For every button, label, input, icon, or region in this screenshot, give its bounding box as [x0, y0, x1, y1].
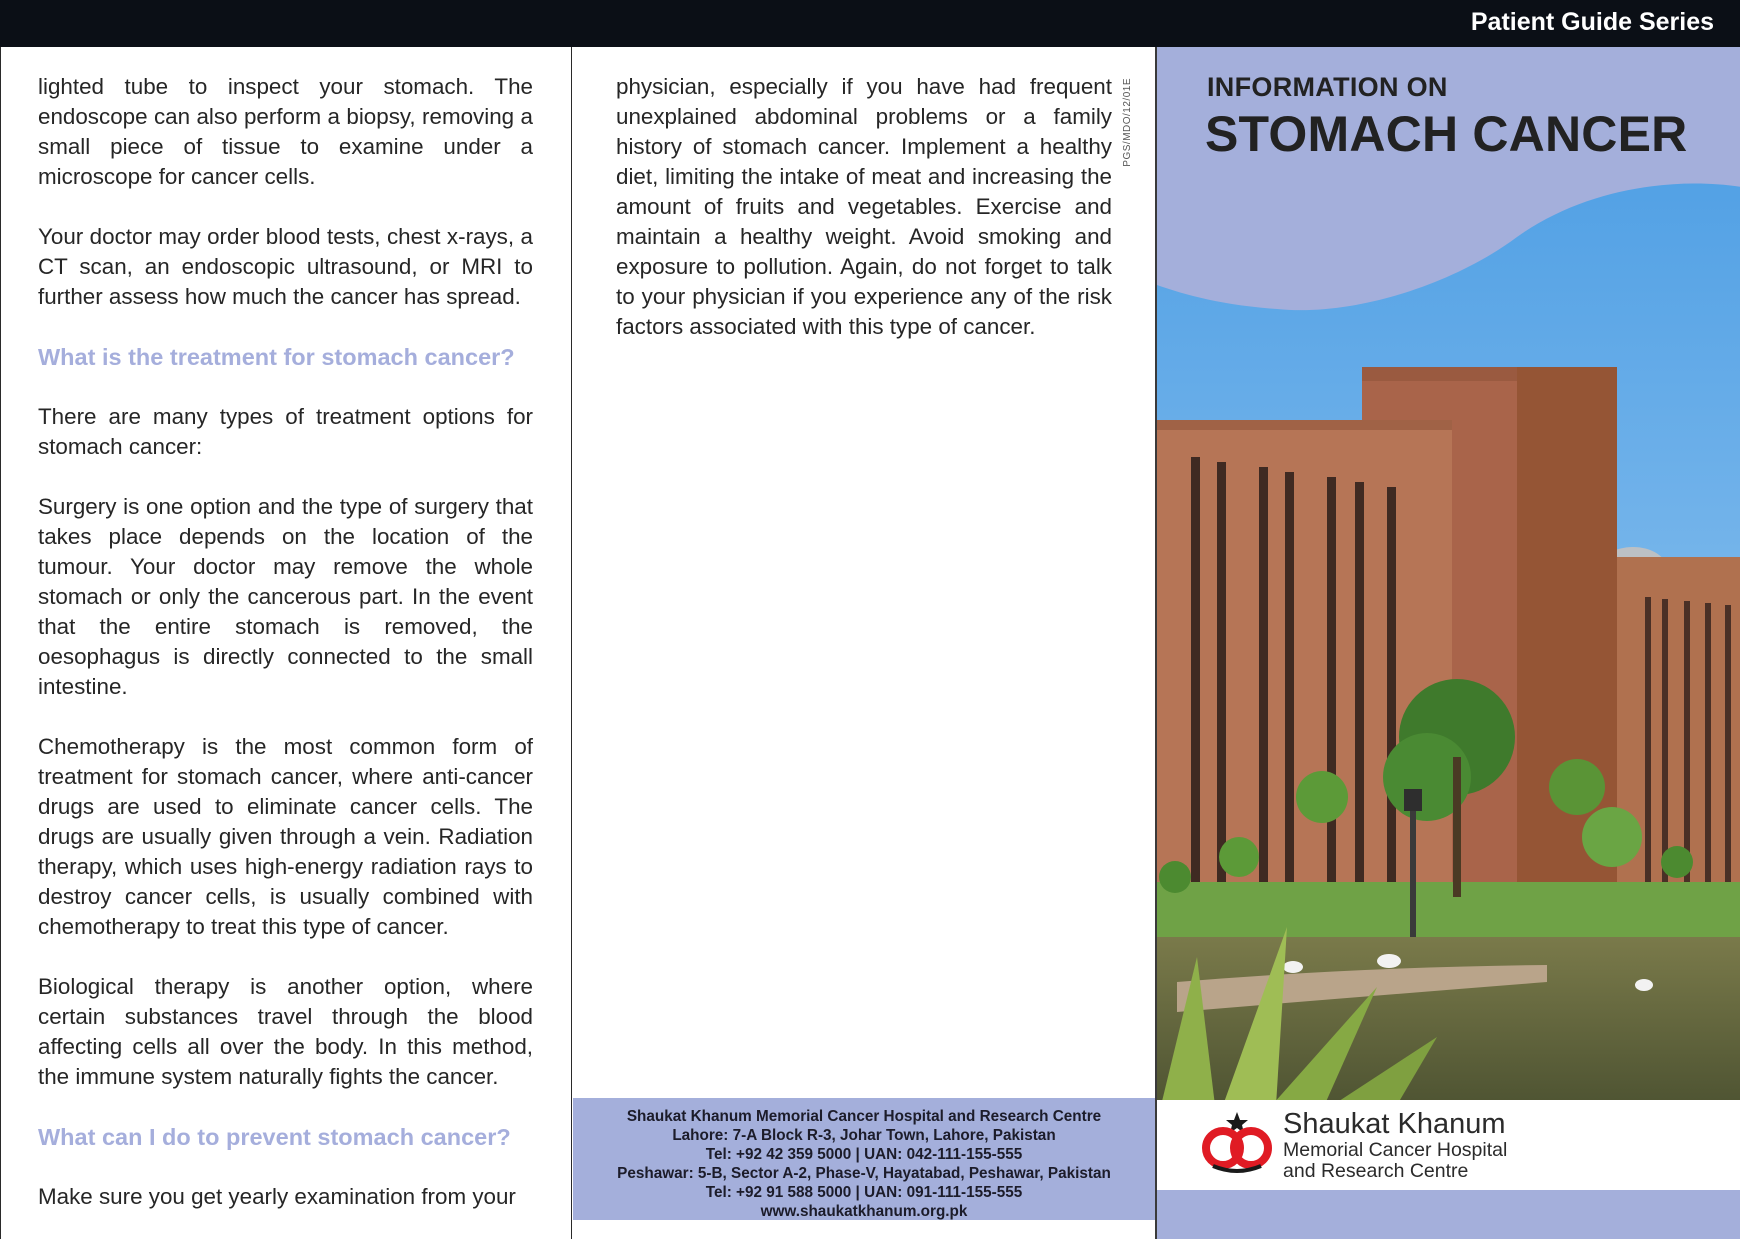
column-2: [571, 47, 1155, 1239]
logo-bar: [1157, 1100, 1740, 1190]
paragraph: There are many types of treatment options for stomach cancer:: [38, 404, 533, 459]
cover-subtitle: INFORMATION ON: [1207, 72, 1448, 102]
heading-treatment: What is the treatment for stomach cancer?: [38, 344, 515, 370]
paragraph: lighted tube to inspect your stomach. The endoscope can also perform a biopsy, removing a small piece of tissue to examine under a microscope for cancer cells.: [38, 74, 533, 189]
top-bar: [0, 0, 1740, 47]
column-1: [0, 47, 571, 1239]
logo-text: [1283, 1108, 1507, 1182]
column-2-text: [616, 72, 1112, 372]
document-code: PGS/MDO/12/01E: [1122, 78, 1133, 167]
paragraph: Biological therapy is another option, where certain substances travel through the blood affecting cells all over the body. In this method, the immune system naturally fights the cancer.: [38, 974, 533, 1089]
contact-lahore-address: Lahore: 7-A Block R-3, Johar Town, Lahore, Pakistan: [672, 1127, 1056, 1144]
cover-panel: [1155, 47, 1740, 1239]
contact-lahore-phone: Tel: +92 42 359 5000 | UAN: 042-111-155-555: [705, 1146, 1023, 1163]
paragraph: Your doctor may order blood tests, chest x-rays, a CT scan, an endoscopic ultrasound, or MRI to further assess how much the cancer has spread.: [38, 224, 533, 309]
paragraph: Chemotherapy is the most common form of treatment for stomach cancer, where anti-cancer drugs are used to eliminate cancer cells. The drugs are usually given through a vein. Radiation therapy, which uses high-energy radiation rays to destroy cancer cells, is usually combined with chemotherapy to treat this type of cancer.: [38, 734, 533, 939]
logo-name: Shaukat Khanum: [1283, 1108, 1506, 1140]
contact-org: Shaukat Khanum Memorial Cancer Hospital and Research Centre: [626, 1108, 1102, 1125]
contact-peshawar-phone: Tel: +92 91 588 5000 | UAN: 091-111-155-555: [705, 1184, 1023, 1201]
paragraph: physician, especially if you have had frequent unexplained abdominal problems or a family history of stomach cancer. Implement a healthy diet, limiting the intake of meat and increasing the amount of fruits and vegetables. Exercise and maintain a healthy weight. Avoid smoking and exposure to pollution. Again, do not forget to talk to your physician if you experience any of the risk factors associated with this type of cancer.: [616, 74, 1112, 339]
hospital-logo-icon: [1199, 1110, 1275, 1176]
cover-title: STOMACH CANCER: [1205, 106, 1688, 162]
paragraph: Make sure you get yearly examination from your: [38, 1184, 516, 1209]
series-title: Patient Guide Series: [1470, 8, 1714, 36]
contact-peshawar-address: Peshawar: 5-B, Sector A-2, Phase-V, Hayatabad, Peshawar, Pakistan: [617, 1165, 1111, 1182]
logo-line-3: and Research Centre: [1283, 1160, 1469, 1182]
contact-website: www.shaukatkhanum.org.pk: [760, 1203, 968, 1220]
paragraph: Surgery is one option and the type of surgery that takes place depends on the location of the tumour. Your doctor may remove the whole stomach or only the cancerous part. In the event that the entire stomach is removed, the oesophagus is directly connected to the small intestine.: [38, 494, 533, 699]
contact-box: [573, 1098, 1155, 1220]
logo-line-2: Memorial Cancer Hospital: [1283, 1139, 1508, 1161]
heading-prevention: What can I do to prevent stomach cancer?: [38, 1124, 511, 1150]
column-1-text: [38, 72, 533, 1239]
